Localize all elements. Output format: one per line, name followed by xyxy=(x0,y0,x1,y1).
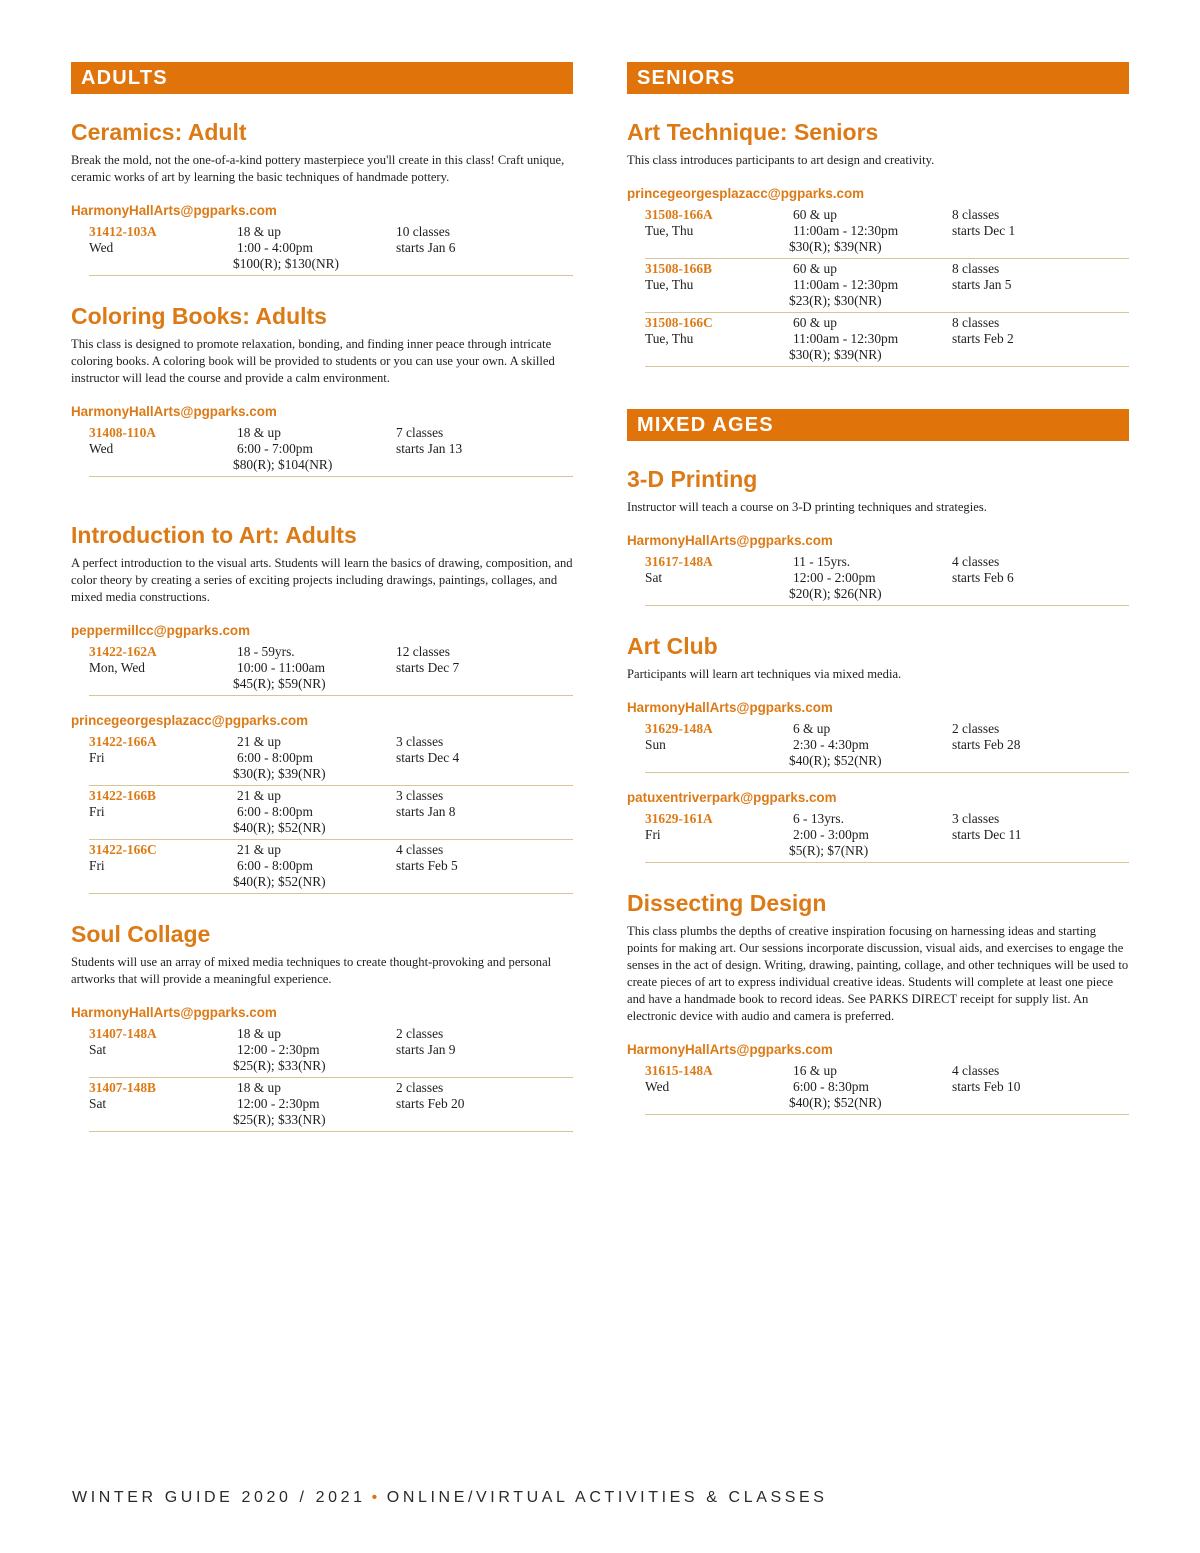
session-time: 11:00am - 12:30pm xyxy=(793,331,899,346)
session-time: 11:00am - 12:30pm xyxy=(793,277,899,292)
session-time: 6:00 - 8:30pm xyxy=(793,1079,869,1094)
session-time: 2:30 - 4:30pm xyxy=(793,737,869,752)
session-class-count: 8 classes xyxy=(952,207,1000,222)
session-start-date: starts Feb 6 xyxy=(952,570,1014,585)
session-time: 6:00 - 7:00pm xyxy=(237,441,313,456)
session-row xyxy=(645,314,1129,367)
session-time: 12:00 - 2:00pm xyxy=(793,570,876,585)
session-list xyxy=(645,553,1129,606)
session-row xyxy=(645,720,1129,773)
section-header-seniors: SENIORS xyxy=(627,62,1129,94)
session-fee: $30(R); $39(NR) xyxy=(789,239,882,254)
session-start-date: starts Jan 6 xyxy=(396,240,456,255)
session-time: 11:00am - 12:30pm xyxy=(793,223,899,238)
course-code: 31629-148A xyxy=(645,721,713,736)
session-days: Wed xyxy=(645,1079,670,1094)
session-class-count: 8 classes xyxy=(952,261,1000,276)
contact-email-link[interactable]: HarmonyHallArts@pgparks.com xyxy=(71,203,277,218)
section-header-mixed-ages: MIXED AGES xyxy=(627,409,1129,441)
session-start-date: starts Jan 8 xyxy=(396,804,456,819)
page-footer xyxy=(72,1489,828,1507)
session-age: 21 & up xyxy=(237,788,281,803)
session-days: Tue, Thu xyxy=(645,223,694,238)
session-row xyxy=(89,223,573,276)
session-days: Sat xyxy=(89,1042,107,1057)
session-start-date: starts Feb 2 xyxy=(952,331,1014,346)
session-row xyxy=(645,1062,1129,1115)
contact-email-link[interactable]: patuxentriverpark@pgparks.com xyxy=(627,790,837,805)
session-row xyxy=(89,841,573,894)
section-header-adults: ADULTS xyxy=(71,62,573,94)
contact-email-link[interactable]: HarmonyHallArts@pgparks.com xyxy=(627,1042,833,1057)
session-time: 12:00 - 2:30pm xyxy=(237,1096,320,1111)
session-start-date: starts Dec 7 xyxy=(396,660,460,675)
course-introduction-to-art-adults xyxy=(71,521,573,894)
session-class-count: 10 classes xyxy=(396,224,450,239)
session-fee: $25(R); $33(NR) xyxy=(233,1112,326,1127)
bullet-separator: • xyxy=(371,1489,381,1506)
course-code: 31407-148B xyxy=(89,1080,156,1095)
session-fee: $25(R); $33(NR) xyxy=(233,1058,326,1073)
course-title: Art Club xyxy=(627,633,718,659)
contact-email-link[interactable]: HarmonyHallArts@pgparks.com xyxy=(71,404,277,419)
course-code: 31422-166A xyxy=(89,734,157,749)
session-start-date: starts Jan 9 xyxy=(396,1042,456,1057)
contact-email-link[interactable]: princegeorgesplazacc@pgparks.com xyxy=(71,713,309,728)
session-age: 60 & up xyxy=(793,315,837,330)
course-code: 31508-166A xyxy=(645,207,713,222)
session-start-date: starts Jan 13 xyxy=(396,441,463,456)
session-start-date: starts Feb 20 xyxy=(396,1096,465,1111)
course-description: Instructor will teach a course on 3-D printing techniques and strategies. xyxy=(627,500,987,514)
session-days: Wed xyxy=(89,441,114,456)
course-title: Coloring Books: Adults xyxy=(71,303,327,329)
session-time: 6:00 - 8:00pm xyxy=(237,750,313,765)
session-fee: $80(R); $104(NR) xyxy=(233,457,333,472)
session-days: Tue, Thu xyxy=(645,331,694,346)
session-days: Sat xyxy=(645,570,663,585)
course-code: 31422-166C xyxy=(89,842,157,857)
session-row xyxy=(645,206,1129,259)
course-coloring-books-adults xyxy=(71,302,573,477)
session-class-count: 3 classes xyxy=(396,788,444,803)
footer-guide-title: WINTER GUIDE 2020 / 2021 xyxy=(72,1489,366,1506)
course-title: 3-D Printing xyxy=(627,466,758,492)
footer-section-title: ONLINE/VIRTUAL ACTIVITIES & CLASSES xyxy=(386,1489,828,1506)
session-class-count: 2 classes xyxy=(396,1080,444,1095)
course-description: This class is designed to promote relaxation, bonding, and finding inner peace through intricate coloring books. A coloring book will be provided to students or you can use your own. A skilled instructor will lead the course and provide a calm environment. xyxy=(71,337,555,385)
session-list xyxy=(89,733,573,894)
session-age: 6 & up xyxy=(793,721,831,736)
session-age: 6 - 13yrs. xyxy=(793,811,844,826)
course-code: 31408-110A xyxy=(89,425,156,440)
session-fee: $45(R); $59(NR) xyxy=(233,676,326,691)
session-row xyxy=(89,1025,573,1078)
session-age: 18 - 59yrs. xyxy=(237,644,295,659)
session-class-count: 4 classes xyxy=(952,554,1000,569)
session-fee: $30(R); $39(NR) xyxy=(233,766,326,781)
session-row xyxy=(89,424,573,477)
session-start-date: starts Jan 5 xyxy=(952,277,1012,292)
session-time: 6:00 - 8:00pm xyxy=(237,858,313,873)
session-time: 2:00 - 3:00pm xyxy=(793,827,869,842)
session-row xyxy=(89,733,573,786)
course-3d-printing xyxy=(627,465,1129,606)
right-column xyxy=(627,62,1129,1115)
contact-email-link[interactable]: peppermillcc@pgparks.com xyxy=(71,623,251,638)
session-start-date: starts Feb 10 xyxy=(952,1079,1021,1094)
course-code: 31407-148A xyxy=(89,1026,157,1041)
course-code: 31617-148A xyxy=(645,554,713,569)
course-description: Break the mold, not the one-of-a-kind pottery masterpiece you'll create in this class! Craft unique, ceramic works of art by learning the basic techniques of handmade pottery. xyxy=(71,153,565,184)
session-age: 18 & up xyxy=(237,425,281,440)
course-description: This class plumbs the depths of creative inspiration focusing on harnessing ideas and starting points for making art. Our sessions incorporate discussion, visual aids, and exercises to engage the senses in the act of design. Writing, drawing, painting, collage, and other techniques will be used to create pieces of art to express individual creative ideas. Students will complete at least one piece and have a handmade book to record ideas. See PARKS DIRECT receipt for supply list. An electronic device with audio and camera is preferred. xyxy=(627,924,1129,1023)
course-code: 31508-166C xyxy=(645,315,713,330)
session-class-count: 3 classes xyxy=(952,811,1000,826)
session-fee: $5(R); $7(NR) xyxy=(789,843,869,858)
session-days: Wed xyxy=(89,240,114,255)
session-class-count: 2 classes xyxy=(396,1026,444,1041)
session-class-count: 2 classes xyxy=(952,721,1000,736)
session-age: 60 & up xyxy=(793,207,837,222)
course-ceramics-adult xyxy=(71,118,573,276)
session-fee: $40(R); $52(NR) xyxy=(789,1095,882,1110)
course-title: Introduction to Art: Adults xyxy=(71,522,357,548)
course-code: 31412-103A xyxy=(89,224,157,239)
session-class-count: 12 classes xyxy=(396,644,450,659)
session-days: Fri xyxy=(645,827,661,842)
course-description: Students will use an array of mixed media techniques to create thought-provoking and personal artworks that will provide a meaningful experience. xyxy=(71,955,552,986)
session-time: 1:00 - 4:00pm xyxy=(237,240,313,255)
session-row xyxy=(89,1079,573,1132)
session-days: Mon, Wed xyxy=(89,660,145,675)
session-list xyxy=(645,206,1129,367)
course-soul-collage xyxy=(71,920,573,1132)
session-class-count: 3 classes xyxy=(396,734,444,749)
session-class-count: 7 classes xyxy=(396,425,444,440)
session-days: Tue, Thu xyxy=(645,277,694,292)
session-time: 12:00 - 2:30pm xyxy=(237,1042,320,1057)
session-age: 60 & up xyxy=(793,261,837,276)
course-code: 31629-161A xyxy=(645,811,713,826)
session-list xyxy=(645,810,1129,863)
session-start-date: starts Dec 11 xyxy=(952,827,1022,842)
session-fee: $40(R); $52(NR) xyxy=(233,820,326,835)
session-age: 21 & up xyxy=(237,842,281,857)
session-list xyxy=(89,424,573,477)
course-art-technique-seniors xyxy=(627,118,1129,367)
session-age: 16 & up xyxy=(793,1063,837,1078)
session-days: Fri xyxy=(89,750,105,765)
left-column xyxy=(71,62,573,1132)
session-time: 6:00 - 8:00pm xyxy=(237,804,313,819)
session-fee: $100(R); $130(NR) xyxy=(233,256,340,271)
contact-email-link[interactable]: princegeorgesplazacc@pgparks.com xyxy=(627,186,865,201)
session-start-date: starts Dec 1 xyxy=(952,223,1016,238)
course-description: A perfect introduction to the visual arts. Students will learn the basics of drawing, composition, and color theory by creating a series of exciting projects including drawings, paintings, collages, and mixed media constructions. xyxy=(71,556,573,604)
session-fee: $40(R); $52(NR) xyxy=(233,874,326,889)
course-title: Art Technique: Seniors xyxy=(627,119,879,145)
contact-email-link[interactable]: HarmonyHallArts@pgparks.com xyxy=(71,1005,277,1020)
session-row xyxy=(645,260,1129,313)
session-list xyxy=(89,1025,573,1132)
course-title: Soul Collage xyxy=(71,921,211,947)
course-code: 31615-148A xyxy=(645,1063,713,1078)
course-art-club xyxy=(627,632,1129,863)
course-code: 31422-162A xyxy=(89,644,157,659)
session-start-date: starts Feb 5 xyxy=(396,858,458,873)
session-fee: $40(R); $52(NR) xyxy=(789,753,882,768)
contact-email-link[interactable]: HarmonyHallArts@pgparks.com xyxy=(627,533,833,548)
course-description: Participants will learn art techniques via mixed media. xyxy=(627,667,902,681)
session-row xyxy=(645,810,1129,863)
session-age: 11 - 15yrs. xyxy=(793,554,851,569)
session-time: 10:00 - 11:00am xyxy=(237,660,326,675)
course-description: This class introduces participants to art design and creativity. xyxy=(627,153,935,167)
session-age: 18 & up xyxy=(237,1026,281,1041)
session-days: Sat xyxy=(89,1096,107,1111)
session-list xyxy=(645,720,1129,773)
session-fee: $30(R); $39(NR) xyxy=(789,347,882,362)
session-list xyxy=(89,223,573,276)
session-row xyxy=(89,643,573,696)
session-age: 18 & up xyxy=(237,1080,281,1095)
course-code: 31508-166B xyxy=(645,261,712,276)
session-start-date: starts Feb 28 xyxy=(952,737,1021,752)
session-days: Fri xyxy=(89,858,105,873)
session-start-date: starts Dec 4 xyxy=(396,750,460,765)
course-title: Ceramics: Adult xyxy=(71,119,247,145)
session-days: Fri xyxy=(89,804,105,819)
session-list xyxy=(645,1062,1129,1115)
session-row xyxy=(89,787,573,840)
session-class-count: 4 classes xyxy=(396,842,444,857)
course-dissecting-design xyxy=(627,889,1129,1115)
session-age: 18 & up xyxy=(237,224,281,239)
session-days: Sun xyxy=(645,737,666,752)
session-row xyxy=(645,553,1129,606)
session-age: 21 & up xyxy=(237,734,281,749)
session-fee: $23(R); $30(NR) xyxy=(789,293,882,308)
session-list xyxy=(89,643,573,696)
course-title: Dissecting Design xyxy=(627,890,827,916)
session-fee: $20(R); $26(NR) xyxy=(789,586,882,601)
session-class-count: 8 classes xyxy=(952,315,1000,330)
course-code: 31422-166B xyxy=(89,788,156,803)
session-class-count: 4 classes xyxy=(952,1063,1000,1078)
contact-email-link[interactable]: HarmonyHallArts@pgparks.com xyxy=(627,700,833,715)
